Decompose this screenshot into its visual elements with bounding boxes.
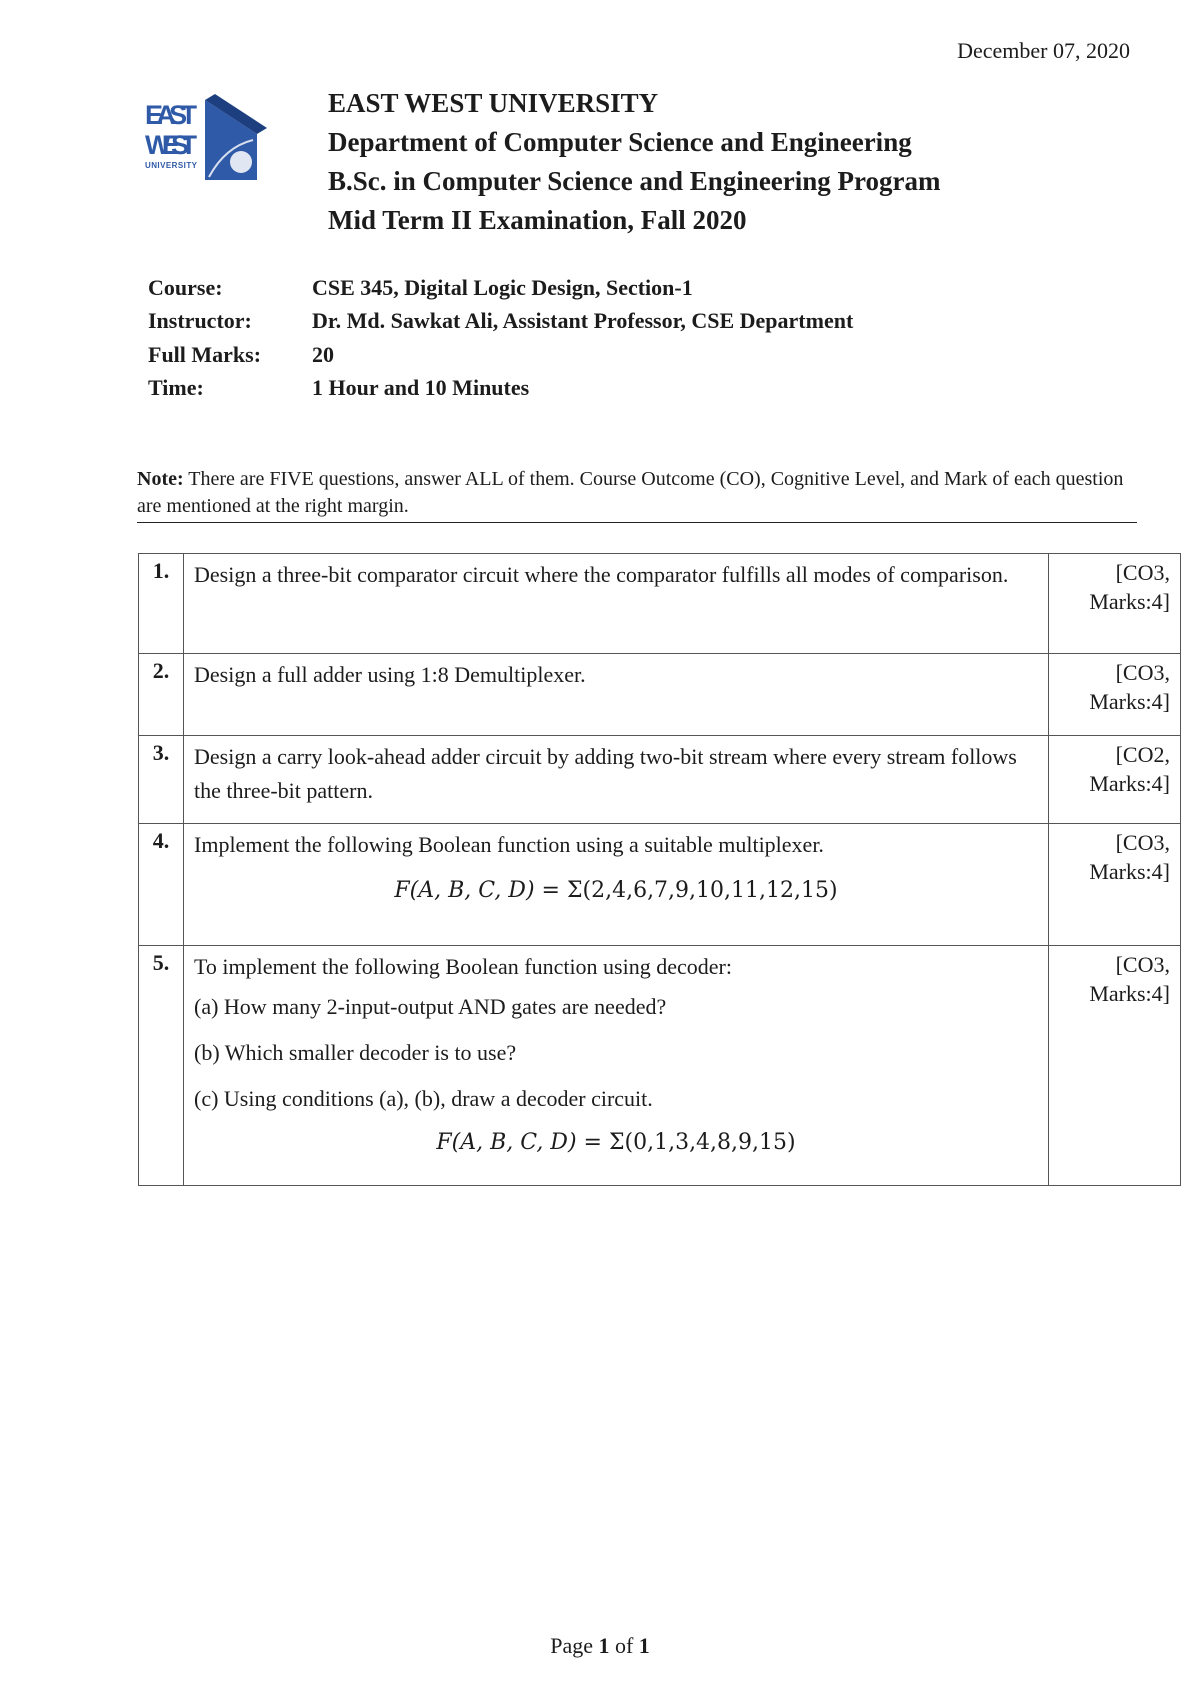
boolean-function <box>194 874 1038 908</box>
exam-name: Mid Term II Examination, Fall 2020 <box>328 205 747 235</box>
info-label: Instructor: <box>148 308 252 334</box>
sub-question-a: (a) How many 2-input-output AND gates are needed? <box>194 994 667 1019</box>
info-row-instructor <box>148 305 853 339</box>
info-value: CSE 345, Digital Logic Design, Section-1 <box>312 274 693 300</box>
question-content <box>184 824 1049 946</box>
question-row <box>139 736 1181 824</box>
question-mark-value: Marks:4] <box>1089 859 1170 884</box>
question-row <box>139 824 1181 946</box>
question-co: [CO2, <box>1115 742 1170 767</box>
question-number: 1. <box>139 554 184 654</box>
university-name: EAST WEST UNIVERSITY <box>328 88 659 118</box>
logo-east: EAST <box>145 100 197 130</box>
question-marks <box>1049 946 1181 1186</box>
question-number: 4. <box>139 824 184 946</box>
formula-rhs: Σ(0,1,3,4,8,9,15) <box>608 1130 796 1155</box>
question-row <box>139 654 1181 736</box>
question-mark-value: Marks:4] <box>1089 981 1170 1006</box>
info-row-full-marks <box>148 338 853 372</box>
questions-table <box>138 553 1181 1186</box>
info-row-course <box>148 271 853 305</box>
page-of: of <box>609 1633 639 1658</box>
department-name: Department of Computer Science and Engineering <box>328 127 912 157</box>
note-label: Note: <box>137 468 184 490</box>
question-content <box>184 946 1049 1186</box>
logo-university: UNIVERSITY <box>145 161 197 170</box>
question-text: To implement the following Boolean function using decoder: <box>194 954 732 979</box>
question-row <box>139 554 1181 654</box>
question-co: [CO3, <box>1115 952 1170 977</box>
question-co: [CO3, <box>1115 830 1170 855</box>
page-label: Page <box>550 1633 599 1658</box>
sub-question-c: (c) Using conditions (a), (b), draw a decoder circuit. <box>194 1086 653 1111</box>
formula-lhs: F(A, B, C, D) = <box>436 1130 609 1155</box>
program-name: B.Sc. in Computer Science and Engineering Program <box>328 166 941 196</box>
info-label: Full Marks: <box>148 341 262 367</box>
question-marks <box>1049 554 1181 654</box>
question-number: 2. <box>139 654 184 736</box>
info-label: Course: <box>148 274 223 300</box>
page-current: 1 <box>598 1633 610 1658</box>
question-co: [CO3, <box>1115 560 1170 585</box>
question-co: [CO3, <box>1115 660 1170 685</box>
info-value: 20 <box>312 341 334 367</box>
info-value: Dr. Md. Sawkat Ali, Assistant Professor, CSE Department <box>312 308 854 334</box>
question-mark-value: Marks:4] <box>1089 589 1170 614</box>
question-marks <box>1049 824 1181 946</box>
question-mark-value: Marks:4] <box>1089 771 1170 796</box>
exam-date: December 07, 2020 <box>957 38 1130 63</box>
page-footer <box>0 1633 1200 1659</box>
formula-lhs: F(A, B, C, D) = <box>394 878 567 903</box>
question-number: 3. <box>139 736 184 824</box>
info-row-time <box>148 372 853 406</box>
question-mark-value: Marks:4] <box>1089 689 1170 714</box>
logo-west: WEST <box>145 130 197 160</box>
question-marks <box>1049 736 1181 824</box>
question-row <box>139 946 1181 1186</box>
sub-question-b: (b) Which smaller decoder is to use? <box>194 1040 517 1065</box>
formula-rhs: Σ(2,4,6,7,9,10,11,12,15) <box>566 878 838 903</box>
info-value: 1 Hour and 10 Minutes <box>312 375 530 401</box>
course-info <box>148 271 853 405</box>
exam-note <box>137 466 1137 523</box>
note-text: There are FIVE questions, answer ALL of them. Course Outcome (CO), Cognitive Level, and Mark of each question are mentioned at the right margin. <box>137 468 1124 517</box>
info-label: Time: <box>148 375 204 401</box>
boolean-function <box>194 1126 1038 1160</box>
question-marks <box>1049 654 1181 736</box>
page-total: 1 <box>638 1633 650 1658</box>
university-logo-icon <box>145 92 290 202</box>
question-text: Implement the following Boolean function using a suitable multiplexer. <box>194 832 824 857</box>
question-number: 5. <box>139 946 184 1186</box>
question-text: Design a full adder using 1:8 Demultiplexer. <box>184 654 1049 736</box>
exam-header <box>328 84 941 240</box>
question-text: Design a carry look-ahead adder circuit by adding two-bit stream where every stream follows the three-bit pattern. <box>184 736 1049 824</box>
question-text: Design a three-bit comparator circuit where the comparator fulfills all modes of comparison. <box>184 554 1049 654</box>
